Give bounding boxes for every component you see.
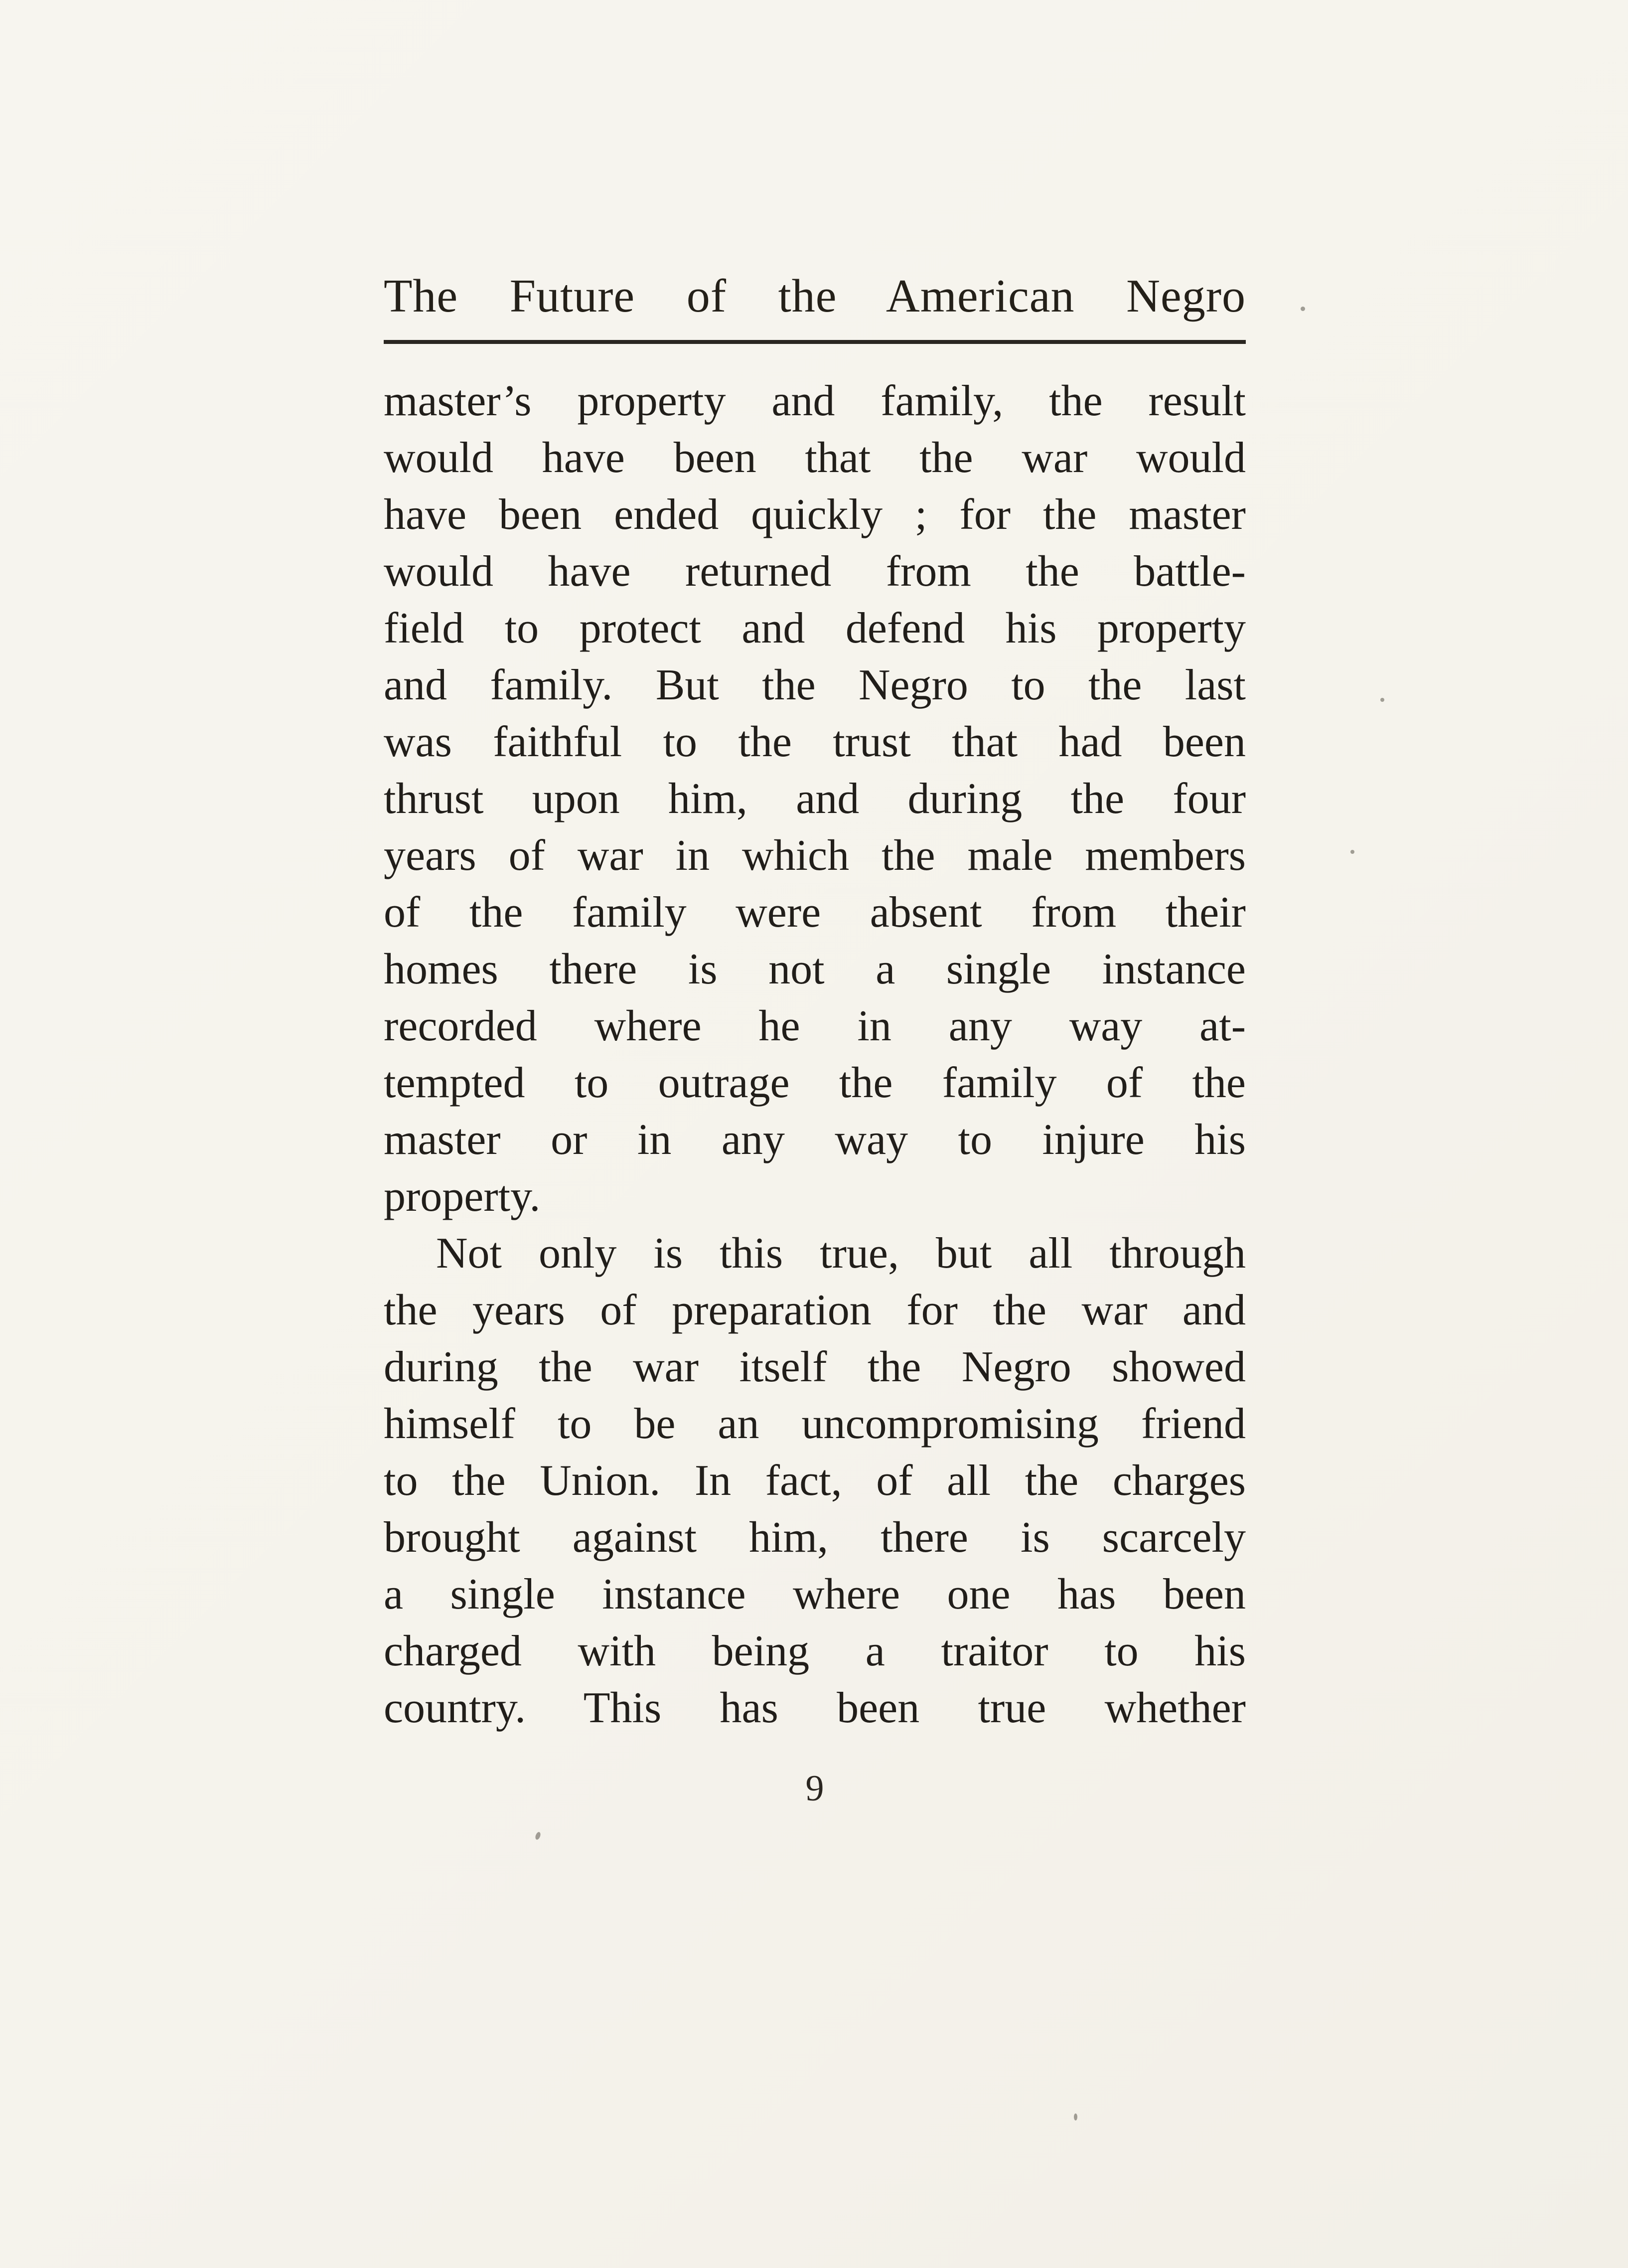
scan-speck — [1350, 850, 1354, 854]
text-column — [384, 269, 1246, 1810]
header-rule — [384, 340, 1246, 344]
text-line: himself to be an uncompromising friend — [384, 1400, 1246, 1449]
text-line: charged with being a traitor to his — [384, 1627, 1246, 1676]
text-line: tempted to outrage the family of the — [384, 1059, 1246, 1108]
text-line: the years of preparation for the war and — [384, 1286, 1246, 1335]
text-line: Not only is this true, but all through — [436, 1229, 1246, 1278]
text-line: years of war in which the male members — [384, 831, 1246, 880]
text-line: and family. But the Negro to the last — [384, 661, 1246, 710]
text-line: would have returned from the battle- — [384, 547, 1246, 596]
text-line: field to protect and defend his property — [384, 604, 1246, 653]
text-line: of the family were absent from their — [384, 888, 1246, 937]
text-line: recorded where he in any way at- — [384, 1002, 1246, 1051]
text-line: master or in any way to injure his — [384, 1116, 1246, 1164]
text-line: master’s property and family, the result — [384, 377, 1246, 426]
text-line: thrust upon him, and during the four — [384, 775, 1246, 823]
scan-speck — [1074, 2113, 1077, 2120]
text-line: have been ended quickly ; for the master — [384, 490, 1246, 539]
text-line: was faithful to the trust that had been — [384, 718, 1246, 767]
text-line: homes there is not a single instance — [384, 945, 1246, 994]
text-line: to the Union. In fact, of all the charges — [384, 1457, 1246, 1505]
text-line: property. — [384, 1172, 541, 1221]
text-line: country. This has been true whether — [384, 1684, 1246, 1733]
scan-speck — [1301, 307, 1305, 311]
scan-speck — [1380, 698, 1384, 702]
text-line: during the war itself the Negro showed — [384, 1343, 1246, 1392]
text-line: brought against him, there is scarcely — [384, 1513, 1246, 1562]
page-number: 9 — [805, 1768, 824, 1809]
body-text — [384, 373, 1246, 1737]
scan-speck — [535, 1831, 542, 1840]
text-line: a single instance where one has been — [384, 1570, 1246, 1619]
page-header-title: The Future of the American Negro — [384, 270, 1246, 322]
text-line: would have been that the war would — [384, 434, 1246, 483]
